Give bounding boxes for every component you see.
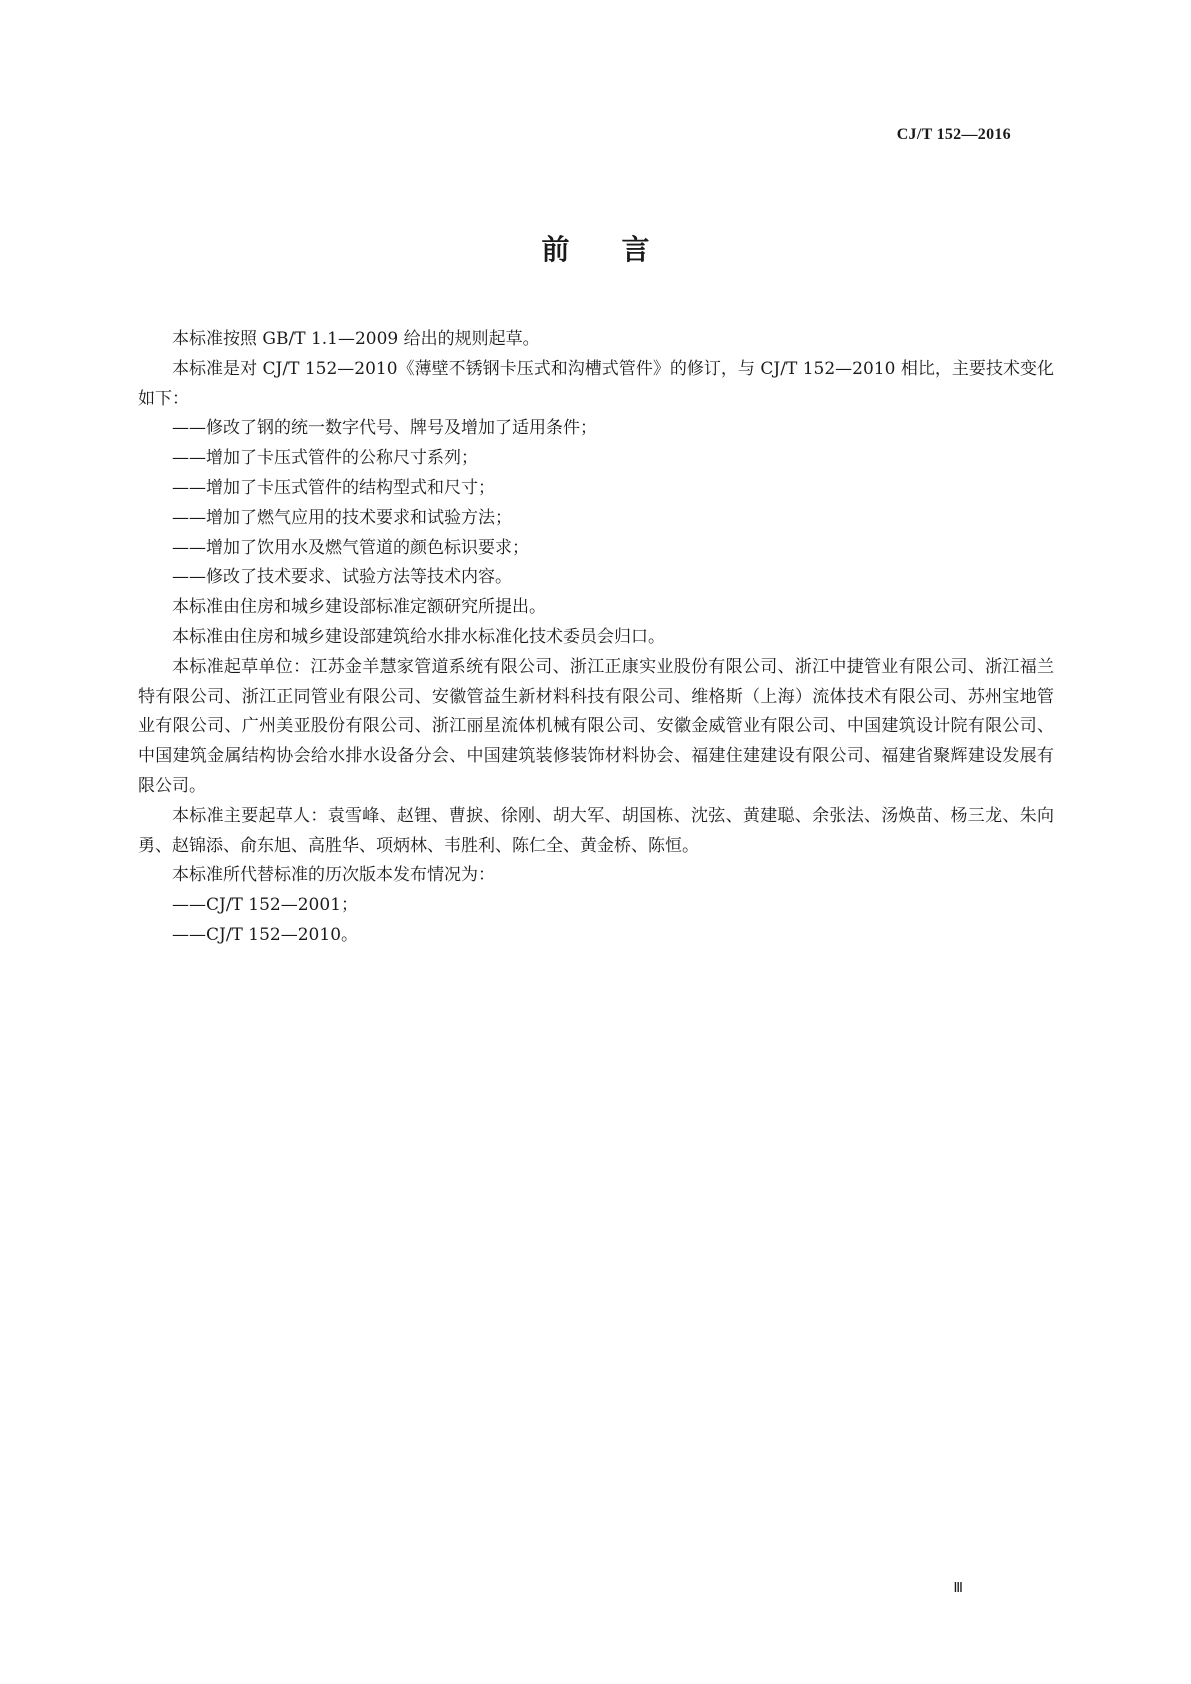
paragraph-drafting-units: 本标准起草单位：江苏金羊慧家管道系统有限公司、浙江正康实业股份有限公司、浙江中捷管业有限公司、浙江福兰特有限公司、浙江正同管业有限公司、安徽管益生新材料科技有限公司、维格斯（上海）流体技术有限公司、苏州宝地管业有限公司、广州美亚股份有限公司、浙江丽星流体机械有限公司、安徽金威管业有限公司、中国建筑设计院有限公司、中国建筑金属结构协会给水排水设备分会、中国建筑装修装饰材料协会、福建住建建设有限公司、福建省聚辉建设发展有限公司。 <box>138 656 1054 796</box>
change-item: ——修改了钢的统一数字代号、牌号及增加了适用条件； <box>172 418 597 439</box>
paragraph-history-intro: 本标准所代替标准的历次版本发布情况为： <box>172 865 495 886</box>
paragraph-drafters: 本标准主要起草人：袁雪峰、赵锂、曹捩、徐刚、胡大军、胡国栋、沈弦、黄建聪、余张法、汤焕苗、杨三龙、朱向勇、赵锦添、俞东旭、高胜华、项炳林、韦胜利、陈仁全、黄金桥、陈恒。 <box>138 805 1054 856</box>
standard-code: CJ/T 152—2016 <box>896 126 1011 143</box>
change-item: ——增加了卡压式管件的结构型式和尺寸； <box>172 477 495 498</box>
history-item: ——CJ/T 152—2010。 <box>172 924 359 945</box>
page-title: 前言 <box>541 233 702 266</box>
page-number: Ⅲ <box>953 1581 963 1596</box>
change-item: ——修改了技术要求、试验方法等技术内容。 <box>172 567 512 588</box>
foreword-body <box>138 325 1054 951</box>
change-item: ——增加了卡压式管件的公称尺寸系列； <box>172 448 478 469</box>
change-item: ——增加了燃气应用的技术要求和试验方法； <box>172 507 512 528</box>
change-item: ——增加了饮用水及燃气管道的颜色标识要求； <box>172 537 529 558</box>
paragraph-revision: 本标准是对 CJ/T 152—2010《薄壁不锈钢卡压式和沟槽式管件》的修订，与 CJ/T 152—2010 相比，主要技术变化如下： <box>138 358 1054 409</box>
paragraph-centralized: 本标准由住房和城乡建设部建筑给水排水标准化技术委员会归口。 <box>172 626 665 647</box>
paragraph-proposer: 本标准由住房和城乡建设部标准定额研究所提出。 <box>172 597 546 618</box>
history-item: ——CJ/T 152—2001； <box>172 895 359 916</box>
paragraph-drafting-rules: 本标准按照 GB/T 1.1—2009 给出的规则起草。 <box>172 329 540 349</box>
